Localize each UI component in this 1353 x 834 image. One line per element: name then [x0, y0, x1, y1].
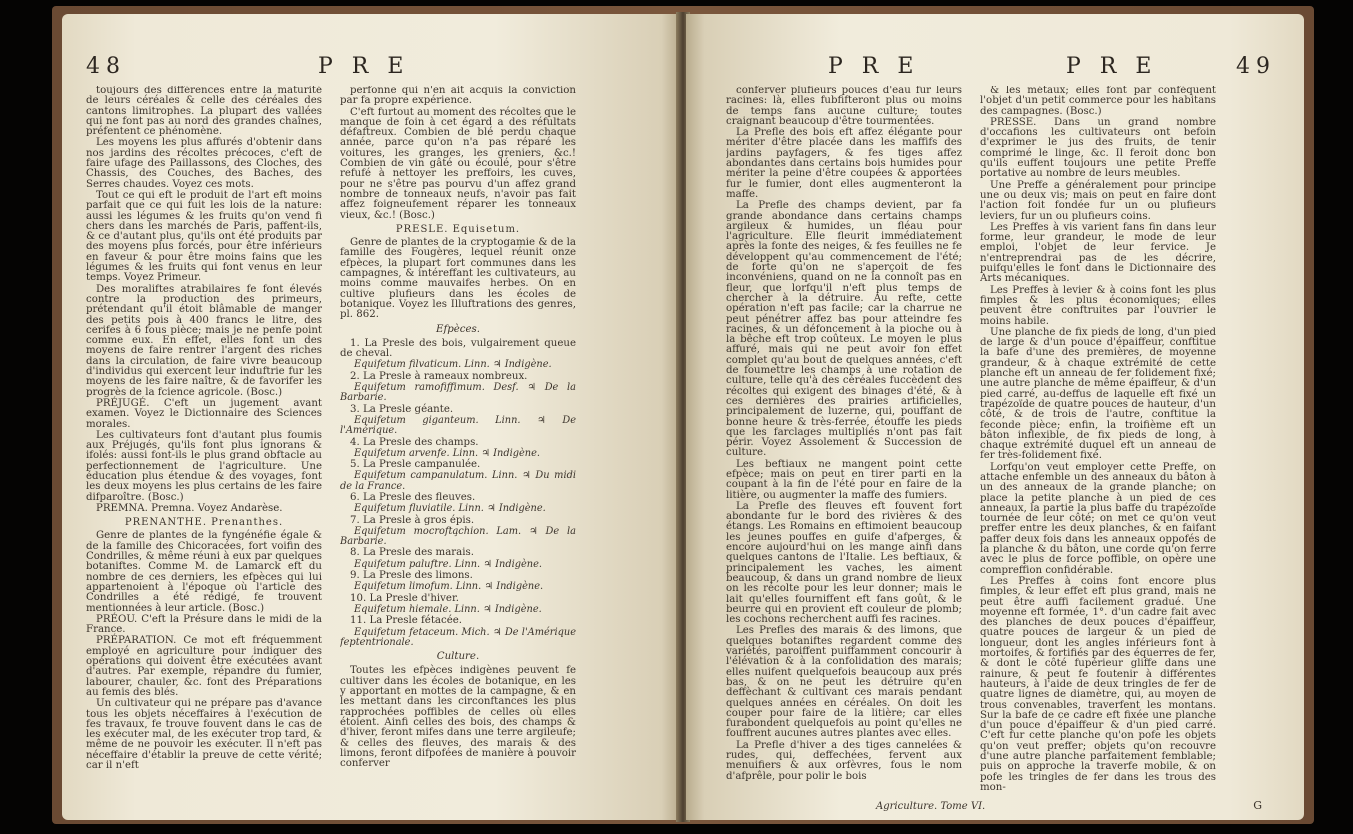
- text-paragraph: Des moraliftes atrabilaires fe font élevés contre la production des primeurs, prétendant qu'il étoit blâmable de manger des petits pois à 400 francs le litre, des cerifes à 6 fous pièce; mais je ne penfe point comme eux. En effet, elles font un des moyens de faire rentrer l'argent des riches dans la circulation, de faire vivre beaucoup d'individus qui exercent leur induftrie fur les moyens de les faire naître, & de favorifer les progrès de la fcience agricole. (Bosc.): [86, 283, 322, 398]
- right-page-number: 49: [1236, 54, 1276, 79]
- right-column-1: [726, 86, 962, 796]
- right-running-head-2: P R E: [1066, 54, 1158, 79]
- left-page-header: [62, 54, 680, 84]
- text-paragraph: Lorfqu'on veut employer cette Preffe, on attache enfemble un des anneaux du bâton à un des anneaux de la grande planche; on place la petite planche à un pied de ces anneaux, la partie la plus baffe du trapézoïde tournée de leur côté; on met ce qu'on veut preffer entre les deux planches, & en faifant paffer deux fois dans les anneaux oppofés de la planche & du bâton, une corde qu'on ferre avec le plus de force poffible, on opère une compreffion confidérable.: [980, 461, 1216, 576]
- right-page: [686, 14, 1304, 820]
- left-column-1: [86, 86, 322, 796]
- text-paragraph: Genre de plantes de la fyngénéfie égale & de la famille des Chicoracées, fort voifin des Condrilles, & même réuni à eux par quelques botaniftes. Comme M. de Lamarck eft du nombre de ces derniers, les efpèces qui lui appartenoient à l'époque où l'article des Condrilles a été rédigé, fe trouvent mentionnées à leur article. (Bosc.): [86, 530, 322, 614]
- text-paragraph: Les Preffes à vis varient fans fin dans leur forme, leur grandeur, le mode de leur emploi, l'objet de leur fervice. Je n'entreprendrai pas de les décrire, puifqu'elles le font dans le Dictionnaire des Arts mécaniques.: [980, 221, 1216, 285]
- left-column-2: [340, 86, 576, 796]
- text-paragraph: La Prefle des bois eft affez élégante pour mériter d'être placée dans les maffifs des jardins payfagers, & fes tiges affez abondantes dans certains bois humides pour mériter la peine d'être coupées & apportées fur le fumier, dont elles augmenteront la maffe.: [726, 127, 962, 200]
- text-paragraph: & les métaux; elles font par conféquent l'objet d'un petit commerce pour les habitans des campagnes. (Bosc.): [980, 86, 1216, 117]
- left-running-head: P R E: [318, 54, 410, 79]
- text-paragraph: Toutes les efpèces indigènes peuvent fe cultiver dans les écoles de botanique, en les y apportant en mottes de la campagne, & en les mettant dans les circonftances les plus rapprochées poffibles de celles où elles étoient. Ainfi celles des bois, des champs & d'hiver, feront mifes dans une terre argileufe; & celles des fleuves, des marais & des limons, feront difpofées de manière à pouvoir conferver: [340, 665, 576, 770]
- entry-heading: PRESLE. Equisetum.: [395, 223, 521, 235]
- text-paragraph: Efpèces.: [436, 323, 480, 335]
- text-paragraph: Equifetum ramofiffimum. Desf. ♃ De la Barbarie.: [340, 382, 576, 404]
- text-paragraph: Les Preffes à coins font encore plus fimples, & leur effet eft plus grand, mais ne peut être auffi facilement gradué. Une moyenne eft formée, 1°. d'un cadre fait avec des planches de deux pouces d'épaiffeur, quatre pouces de largeur & un pied de longueur, dont les angles inférieurs font à mortoifes, & fortifiés par des équerres de fer, & dont le côté fupérieur gliffe dans une rainure, & peut fe foutenir à différentes hauteurs, à l'aide de deux tringles de fer de quatre lignes de diamètre, qui, au moyen de trous convenables, traverfent les montans. Sur la bafe de ce cadre eft fixée une planche d'un pouce d'épaiffeur & d'un pied carré. C'eft fur cette planche qu'on pofe les objets qu'on veut preffer; objets qu'on recouvre d'une autre planche parfaitement femblable; puis on approche la traverfe mobile, & on pofe les tringles de fer dans les trous des mon-: [980, 575, 1216, 793]
- text-paragraph: La Prefle d'hiver a des tiges cannelées & rudes, qui, deffechées, fervent aux menuifiers & aux orfèvres, fous le nom d'afprêle, pour polir le bois: [726, 739, 962, 782]
- text-paragraph: 2. La Presle à rameaux nombreux.: [350, 370, 528, 382]
- text-paragraph: 6. La Presle des fleuves.: [350, 491, 476, 503]
- text-paragraph: 11. La Presle fétacée.: [350, 615, 462, 627]
- text-paragraph: Equifetum hiemale. Linn. ♃ Indigène.: [354, 603, 542, 615]
- left-page: [62, 14, 680, 820]
- text-paragraph: 5. La Presle campanulée.: [350, 459, 481, 471]
- left-page-columns: [62, 86, 680, 796]
- text-paragraph: Equifetum giganteum. Linn. ♃ De l'Amérique.: [340, 414, 576, 437]
- text-paragraph: 8. La Presle des marais.: [350, 547, 474, 559]
- left-page-number: 48: [86, 54, 126, 79]
- right-running-head-1: P R E: [828, 54, 920, 79]
- text-paragraph: Equifetum limofum. Linn. ♃ Indigène.: [354, 581, 544, 593]
- text-paragraph: conferver plufieurs pouces d'eau fur leurs racines: là, elles fubfifteront plus ou moins de temps fans aucune culture; toutes craignant beaucoup d'être tourmentées.: [726, 86, 962, 127]
- text-paragraph: Equifetum fetaceum. Mich. ♃ De l'Amérique feptentrionale.: [340, 626, 576, 648]
- text-paragraph: 10. La Presle d'hiver.: [350, 592, 459, 604]
- text-paragraph: Les Prefles des marais & des limons, que quelques botaniftes regardent comme des variétés, paroiffent puiffamment concourir à l'élévation & à la confolidation des marais; elles nuifent quelquefois beaucoup aux prés bas, & on ne peut les détruire qu'en deffèchant & cultivant ces marais pendant quelques années en céréales. On doit les couper pour faire de la litière; car elles furabondent quelquefois au point qu'elles ne fouffrent aucunes autres plantes avec elles.: [726, 625, 962, 740]
- text-paragraph: Equifetum filvaticum. Linn. ♃ Indigène.: [354, 359, 552, 371]
- text-paragraph: La Prefle des champs devient, par fa grande abondance dans certains champs argileux & humides, un fléau pour l'agriculture. Elle fleurit immédiatement après la fonte des neiges, & fes feuilles ne fe développent qu'au commencement de l'été; de forte qu'on ne s'aperçoit de fes inconvéniens, quand on ne la connoît pas en fleur, que lorfqu'il n'eft plus temps de chercher à la détruire. Au refte, cette opération n'eft pas facile; car la charrue ne peut pénétrer affez bas pour atteindre fes racines, & un défoncement à la pioche ou à la bêche eft trop coûteux. Le moyen le plus affuré, mais qui ne peut avoir fon effet complet qu'au bout de quelques années, c'eft de foumettre les champs à une rotation de culture, telle qu'à des céréales fuccèdent des récoltes qui exigent des binages d'été, & à ces dernières des prairies artificielles, principalement de luzerne, qui, pouffant de bonne heure & très-ferrée, étouffe les pieds que les farclages multipliés n'ont pas fait périr. Voyez Assolement & Succession de culture.: [726, 200, 962, 459]
- text-paragraph: Equifetum mocrofta̧chion. Lam. ♃ De la Barbarie.: [340, 525, 576, 548]
- right-column-2: [980, 86, 1216, 796]
- text-paragraph: Les Preffes à levier & à coins font les plus fimples & les plus économiques; elles peuvent être conftruites par l'ouvrier le moins habile.: [980, 284, 1216, 327]
- text-paragraph: Les beftiaux ne mangent point cette efpèce; mais on peut en tirer parti en la coupant à la fin de l'été pour en faire de la litière, ou augmenter la maffe des fumiers.: [726, 458, 962, 501]
- text-paragraph: PRÉPARATION. Ce mot eft fréquemment employé en agriculture pour indiquer des opérations qui doivent être exécutées avant d'autres. Par exemple, répandre du fumier, labourer, chauler, &c. font des Préparations au femis des blés.: [86, 635, 322, 698]
- entry-heading: PRENANTHE. Prenanthes.: [124, 517, 284, 529]
- text-paragraph: perfonne qui n'en ait acquis la conviction par fa propre expérience.: [340, 86, 576, 107]
- volume-footer: Agriculture. Tome VI.: [876, 801, 986, 812]
- text-paragraph: 1. La Presle des bois, vulgairement queue de cheval.: [340, 337, 576, 360]
- text-paragraph: Une Preffe a généralement pour principe une ou deux vis; mais on peut en faire dont l'action foit fondée fur un ou plufieurs leviers, fur un ou plufieurs coins.: [980, 179, 1216, 222]
- text-paragraph: PRÉOU. C'eft la Présure dans le midi de la France.: [86, 613, 322, 636]
- text-paragraph: 9. La Presle des limons.: [350, 570, 473, 582]
- text-paragraph: 7. La Presle à gros épis.: [350, 514, 475, 526]
- text-paragraph: Une planche de fix pieds de long, d'un pied de large & d'un pouce d'épaiffeur, conftitue la bafe d'une des premières, de moyenne grandeur, & à chaque extrémité de cette planche eft un anneau de fer folidement fixé; une autre planche de même épaiffeur, & d'un pied carré, au-deffus de laquelle eft fixé un trapézoïde de quatre pouces de hauteur, d'un côté, & de trois de l'autre, conftitue la feconde pièce; enfin, la troifième eft un bâton inflexible, de fix pieds de long, à chaque extrémité duquel eft un anneau de fer très-folidement fixé.: [980, 326, 1216, 462]
- text-paragraph: PRÉJUGÉ. C'eft un jugement avant examen. Voyez le Dictionnaire des Sciences morales.: [86, 397, 322, 430]
- text-paragraph: La Prefle des fleuves eft fouvent fort abondante fur le bord des rivières & des étangs. Les Romains en eftimoient beaucoup les jeunes pouffes en guife d'afperges, & encore aujourd'hui on les mange ainfi dans quelques cantons de l'Italie. Les beftiaux, & principalement les vaches, les aiment beaucoup, & dans un grand nombre de lieux on les récolte pour les leur donner; mais le lait qu'elles fourniffent eft fans goût, & le beurre qui en provient eft couleur de plomb; les cochons recherchent auffi fes racines.: [726, 500, 962, 626]
- text-paragraph: 3. La Presle géante.: [350, 403, 454, 415]
- text-paragraph: Les moyens les plus affurés d'obtenir dans nos jardins des récoltes précoces, c'eft de faire ufage des Paillassons, des Cloches, des Chassis, des Couches, des Baches, des Serres chaudes. Voyez ces mots.: [86, 137, 322, 190]
- text-paragraph: Genre de plantes de la cryptogamie & de la famille des Fougères, lequel réunit onze efpèces, la plupart fort communes dans les campagnes, & intéreffant les cultivateurs, au moins comme mauvaifes herbes. On en cultive plufieurs dans les écoles de botanique. Voyez les Illuftrations des genres, pl. 862.: [340, 237, 576, 321]
- text-paragraph: Equifetum fluviatile. Linn. ♃ Indigène.: [354, 503, 546, 515]
- text-paragraph: Un cultivateur qui ne prépare pas d'avance tous les objets néceffaires à l'exécution de fes travaux, fe trouve fouvent dans le cas de les exécuter mal, de les exécuter trop tard, & même de ne pouvoir les exécuter. Il n'eft pas néceffaire d'établir la preuve de cette vérité; car il n'eft: [86, 698, 322, 771]
- text-paragraph: 4. La Presle des champs.: [350, 436, 479, 448]
- text-paragraph: PREMNA. Premna. Voyez Andarèse.: [96, 502, 283, 514]
- text-paragraph: PRESSE. Dans un grand nombre d'occafions les cultivateurs ont befoin d'exprimer le jus des fruits, de tenir comprimé le linge, &c. Il feroit donc bon qu'ils euffent toujours une petite Preffe portative au nombre de leurs meubles.: [980, 116, 1216, 180]
- text-paragraph: Culture.: [436, 651, 480, 663]
- text-paragraph: Les cultivateurs font d'autant plus foumis aux Préjugés, qu'ils font plus ignorans & ifolés: aussi font-ils le plus grand obftacle au perfectionnement de l'agriculture. Une éducation plus étendue & des voyages, font les deux moyens les plus certains de les faire difparoître. (Bosc.): [86, 429, 322, 503]
- text-paragraph: Equifetum campanulatum. Linn. ♃ Du midi de la France.: [340, 470, 576, 492]
- text-paragraph: Equifetum paluftre. Linn. ♃ Indigène.: [354, 558, 543, 570]
- right-page-header: [686, 54, 1304, 84]
- right-page-columns: [686, 86, 1304, 796]
- text-paragraph: C'eft furtout au moment des récoltes que le manque de foin à cet égard a des réfultats défaftreux. Combien de blé perdu chaque année, parce qu'on n'a pas réparé les voitures, les granges, les greniers, &c.! Combien de vin gâté ou écoulé, pour s'être refufé à nettoyer les preffoirs, les cuves, pour ne s'être pas pourvu d'un affez grand nombre de tonneaux neufs, n'avoir pas fait affez foigneufement réparer les tonneaux vieux, &c.! (Bosc.): [340, 106, 576, 221]
- text-paragraph: toujours des différences entre la maturité de leurs céréales & celle des céréales des cantons limitrophes. La plupart des vallées qui ne font pas au nord des grandes chaînes, préfentent ce phénomène.: [86, 86, 322, 138]
- text-paragraph: Equifetum arvenfe. Linn. ♃ Indigène.: [354, 447, 541, 459]
- text-paragraph: Tout ce qui eft le produit de l'art eft moins parfait que ce qui fuit les lois de la nature: aussi les légumes & les fruits qu'on vend fi chers dans les marchés de Paris, paffent-ils, & ce d'autant plus, qu'ils ont été produits par des moyens plus forcés, pour être inférieurs en faveur & pour être moins fains que les légumes & les fruits qui font venus en leur temps. Voyez Primeur.: [86, 189, 322, 284]
- signature-mark: G: [1253, 799, 1262, 812]
